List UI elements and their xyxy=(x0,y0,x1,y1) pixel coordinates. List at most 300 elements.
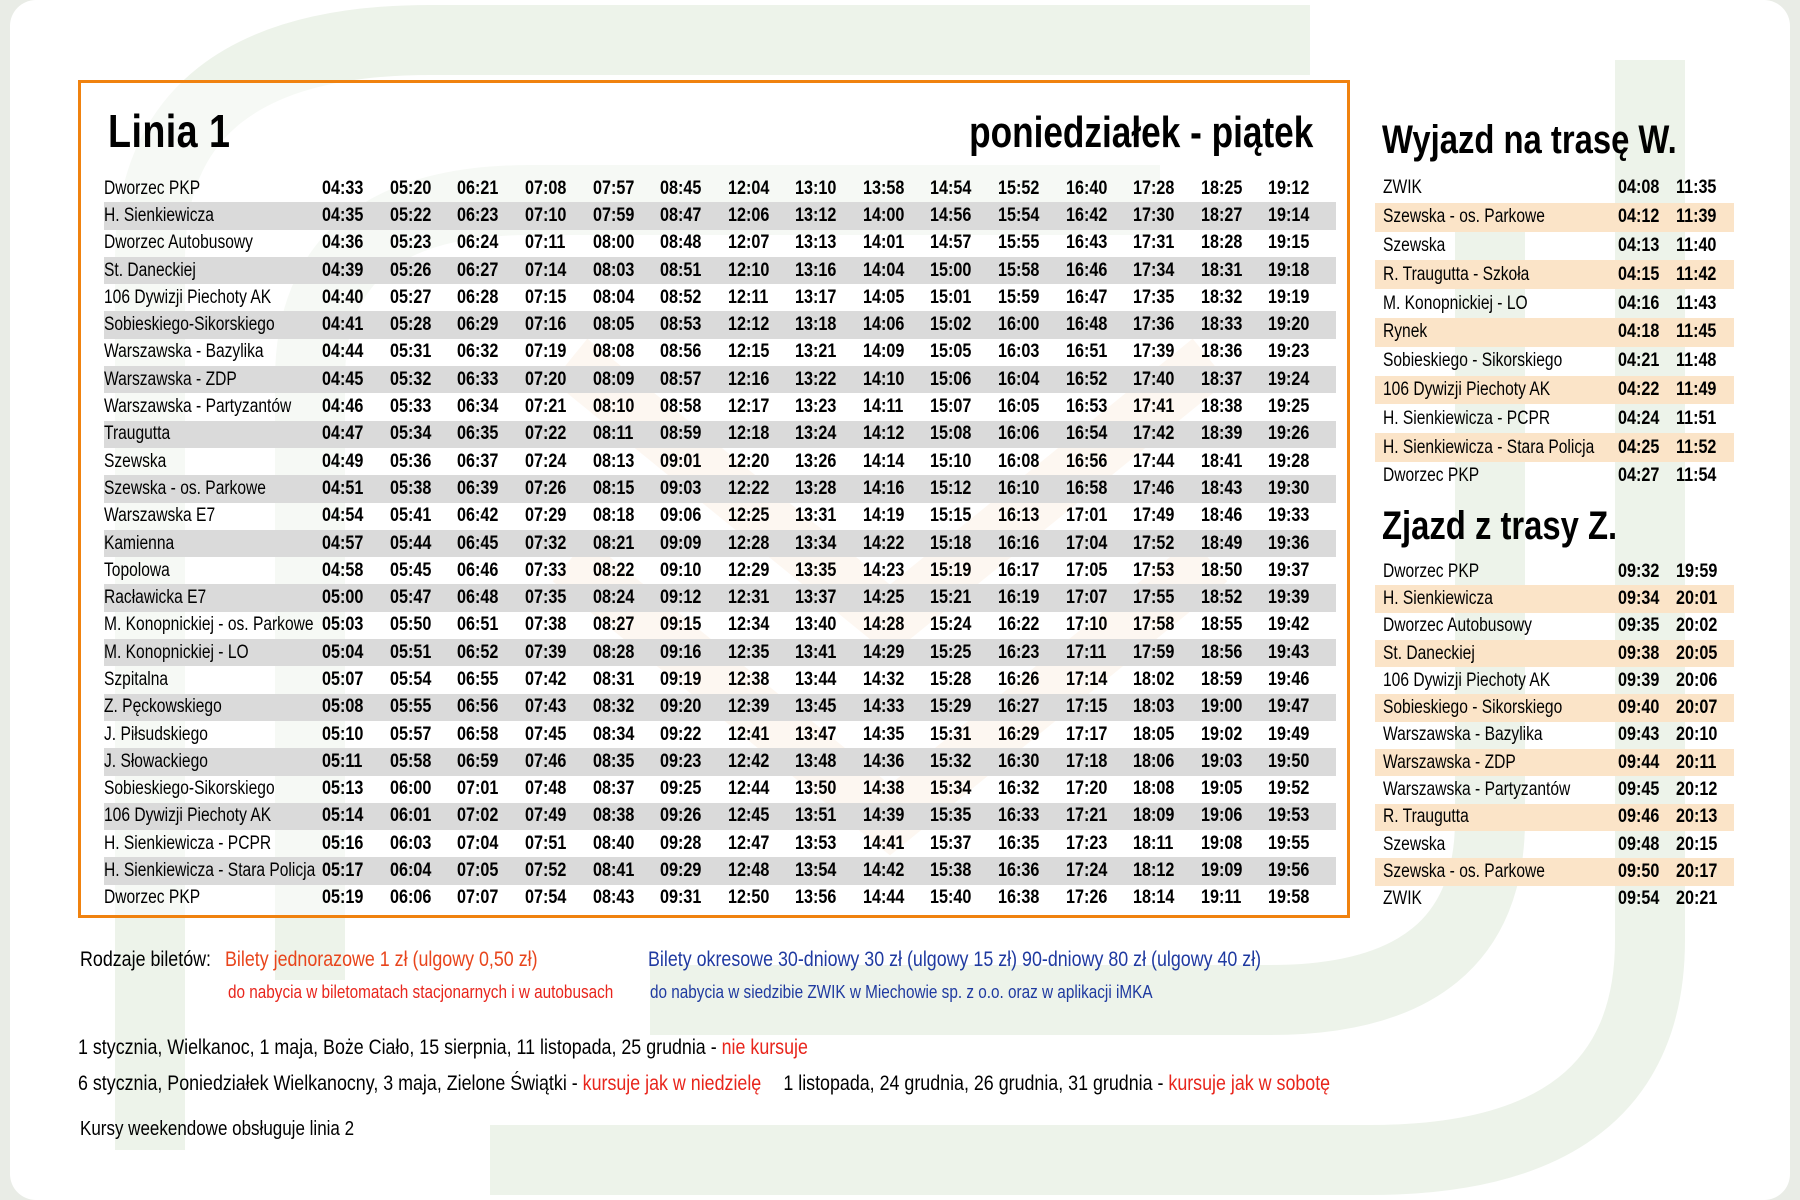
holiday-dates-sunday: 6 stycznia, Poniedziałek Wielkanocny, 3 maja, Zielone Świątki - xyxy=(78,1072,583,1095)
departure-time: 18:52 xyxy=(1201,584,1269,611)
departure-time: 16:42 xyxy=(1066,202,1134,229)
departure-time: 07:54 xyxy=(525,887,567,909)
timetable-row xyxy=(104,694,1336,721)
stop-name: Sobieskiego-Sikorskiego xyxy=(104,311,322,338)
departure-time: 14:35 xyxy=(862,723,905,745)
departure-time: 09:22 xyxy=(660,723,702,745)
departure-time: 04:40 xyxy=(322,286,364,308)
departure-time: 15:25 xyxy=(930,639,998,666)
departure-time: 04:21 xyxy=(1618,350,1660,372)
single-ticket-info: Bilety jednorazowe 1 zł (ulgowy 0,50 zł) xyxy=(225,948,538,971)
departure-time: 08:51 xyxy=(660,257,728,284)
departure-time: 15:18 xyxy=(930,530,998,557)
departure-time: 05:26 xyxy=(390,257,458,284)
departure-time: 19:08 xyxy=(1200,832,1243,854)
stop-name: Dworzec PKP xyxy=(104,887,201,909)
departure-time: 05:58 xyxy=(390,748,458,775)
departure-time: 14:38 xyxy=(862,778,905,800)
departure-time: 13:26 xyxy=(795,450,837,472)
departure-time: 16:29 xyxy=(998,723,1040,745)
departure-time: 18:39 xyxy=(1201,421,1269,448)
stop-name: Warszawska E7 xyxy=(104,505,216,527)
zjazd-row xyxy=(1375,804,1734,831)
departure-time: 09:19 xyxy=(660,668,702,690)
departure-time: 16:05 xyxy=(998,396,1040,418)
departure-time: 07:22 xyxy=(525,421,593,448)
departure-time: 19:05 xyxy=(1200,778,1243,800)
departure-time: 16:27 xyxy=(998,694,1066,721)
departure-time: 19:00 xyxy=(1201,694,1269,721)
departure-time: 06:00 xyxy=(389,778,432,800)
departure-time: 18:06 xyxy=(1133,748,1201,775)
departure-time: 05:34 xyxy=(390,421,458,448)
departure-time: 17:40 xyxy=(1133,366,1201,393)
departure-time: 06:28 xyxy=(457,286,499,308)
departure-time: 05:19 xyxy=(322,887,364,909)
single-ticket-where-wrap xyxy=(228,982,681,1003)
stop-name: H. Sienkiewicza - PCPR xyxy=(1383,407,1551,429)
departure-time: 06:27 xyxy=(457,257,525,284)
tickets-label: Rodzaje biletów: xyxy=(80,948,211,971)
departure-time: 05:22 xyxy=(390,202,458,229)
timetable-row xyxy=(104,230,1336,257)
stop-name: Szewska - os. Parkowe xyxy=(104,475,322,502)
wyjazd-row xyxy=(1375,203,1734,232)
departure-time: 04:12 xyxy=(1618,203,1676,232)
departure-time: 16:17 xyxy=(998,559,1040,581)
departure-time: 16:35 xyxy=(998,832,1040,854)
departure-time: 04:18 xyxy=(1618,318,1676,347)
departure-time: 20:01 xyxy=(1676,585,1734,612)
departure-time: 12:47 xyxy=(727,832,770,854)
departure-time: 08:53 xyxy=(660,311,728,338)
departure-time: 18:46 xyxy=(1200,505,1243,527)
stop-name: Dworzec PKP xyxy=(1383,465,1480,487)
departure-time: 07:16 xyxy=(525,311,593,338)
wyjazd-row xyxy=(1375,289,1734,318)
departure-time: 05:45 xyxy=(389,559,432,581)
departure-time: 19:26 xyxy=(1268,421,1336,448)
departure-time: 11:51 xyxy=(1676,407,1717,429)
departure-time: 07:43 xyxy=(525,694,593,721)
departure-time: 17:34 xyxy=(1133,257,1201,284)
departure-time: 04:33 xyxy=(322,177,364,199)
departure-time: 06:06 xyxy=(389,887,432,909)
departure-time: 17:01 xyxy=(1065,505,1107,527)
departure-time: 11:35 xyxy=(1676,177,1717,199)
departure-time: 16:58 xyxy=(1066,475,1134,502)
stop-name: ZWIK xyxy=(1383,888,1422,910)
departure-time: 12:12 xyxy=(728,311,796,338)
timetable-row xyxy=(104,366,1336,393)
timetable-row xyxy=(104,857,1336,884)
departure-time: 15:29 xyxy=(930,694,998,721)
departure-time: 16:30 xyxy=(998,748,1066,775)
departure-time: 19:33 xyxy=(1268,505,1310,527)
departure-time: 18:27 xyxy=(1201,202,1269,229)
departure-time: 19:47 xyxy=(1268,694,1336,721)
departure-time: 14:25 xyxy=(863,584,931,611)
departure-time: 16:32 xyxy=(998,778,1040,800)
departure-time: 16:10 xyxy=(998,475,1066,502)
departure-time: 14:41 xyxy=(862,832,905,854)
departure-time: 08:00 xyxy=(592,232,634,254)
departure-time: 15:01 xyxy=(930,286,972,308)
departure-time: 08:11 xyxy=(593,421,661,448)
departure-time: 07:46 xyxy=(525,748,593,775)
departure-time: 07:07 xyxy=(457,887,499,909)
departure-time: 09:12 xyxy=(660,584,728,611)
departure-time: 12:28 xyxy=(728,530,796,557)
departure-time: 09:45 xyxy=(1618,779,1660,801)
departure-time: 08:58 xyxy=(660,396,702,418)
holiday-line-2 xyxy=(78,1072,1551,1096)
departure-time: 04:24 xyxy=(1618,407,1660,429)
departure-time: 15:54 xyxy=(998,202,1066,229)
departure-time: 19:03 xyxy=(1201,748,1269,775)
departure-time: 14:29 xyxy=(863,639,931,666)
departure-time: 15:31 xyxy=(930,723,972,745)
stop-name: Dworzec PKP xyxy=(104,177,201,199)
departure-time: 17:18 xyxy=(1066,748,1134,775)
departure-time: 12:06 xyxy=(728,202,796,229)
departure-time: 06:24 xyxy=(457,232,499,254)
stop-name: M. Konopnickiej - LO xyxy=(1383,292,1528,314)
departure-time: 08:38 xyxy=(593,803,661,830)
departure-time: 05:16 xyxy=(322,832,364,854)
departure-time: 17:10 xyxy=(1065,614,1107,636)
departure-time: 05:31 xyxy=(389,341,432,363)
timetable-row xyxy=(104,530,1336,557)
stop-name: Warszawska - Partyzantów xyxy=(1383,779,1571,801)
departure-time: 19:19 xyxy=(1268,286,1310,308)
timetable-row xyxy=(104,584,1336,611)
departure-time: 04:58 xyxy=(322,559,364,581)
departure-time: 05:47 xyxy=(390,584,458,611)
wyjazd-row xyxy=(1375,462,1734,491)
departure-time: 20:06 xyxy=(1676,669,1718,691)
departure-time: 19:37 xyxy=(1268,559,1310,581)
zjazd-row xyxy=(1375,858,1734,885)
timetable-row xyxy=(104,612,1336,639)
departure-time: 04:25 xyxy=(1618,433,1676,462)
departure-time: 07:10 xyxy=(525,202,593,229)
departure-time: 04:41 xyxy=(322,311,390,338)
departure-time: 07:32 xyxy=(525,530,593,557)
departure-time: 17:53 xyxy=(1133,559,1175,581)
departure-time: 18:03 xyxy=(1133,694,1201,721)
departure-time: 06:52 xyxy=(457,639,525,666)
departure-time: 17:05 xyxy=(1065,559,1107,581)
departure-time: 04:27 xyxy=(1618,465,1660,487)
departure-time: 16:51 xyxy=(1065,341,1107,363)
departure-time: 13:37 xyxy=(795,584,863,611)
departure-time: 20:02 xyxy=(1676,615,1718,637)
departure-time: 15:10 xyxy=(930,450,972,472)
departure-time: 20:11 xyxy=(1676,749,1734,776)
departure-time: 14:06 xyxy=(863,311,931,338)
departure-time: 16:06 xyxy=(998,421,1066,448)
departure-time: 12:22 xyxy=(728,475,796,502)
stop-name: H. Sienkiewicza xyxy=(1375,585,1618,612)
zjazd-row xyxy=(1375,613,1734,640)
stop-name: M. Konopnickiej - os. Parkowe xyxy=(104,614,314,636)
departure-time: 18:11 xyxy=(1133,832,1174,854)
departure-time: 17:15 xyxy=(1066,694,1134,721)
departure-time: 06:39 xyxy=(457,475,525,502)
departure-time: 14:11 xyxy=(862,396,904,418)
stop-name: R. Traugutta - Szkoła xyxy=(1375,260,1618,289)
departure-time: 05:20 xyxy=(389,177,432,199)
departure-time: 07:29 xyxy=(525,505,567,527)
departure-time: 19:36 xyxy=(1268,530,1336,557)
timetable-row xyxy=(104,748,1336,775)
weekend-note: Kursy weekendowe obsługuje linia 2 xyxy=(80,1118,355,1140)
departure-time: 05:04 xyxy=(322,639,390,666)
departure-time: 16:38 xyxy=(998,887,1040,909)
departure-time: 13:40 xyxy=(795,614,837,636)
timetable-row xyxy=(104,311,1336,338)
departure-time: 17:24 xyxy=(1066,857,1134,884)
timetable-row xyxy=(104,666,1336,693)
departure-time: 12:35 xyxy=(728,639,796,666)
departure-time: 08:52 xyxy=(660,286,702,308)
departure-time: 06:32 xyxy=(457,341,499,363)
departure-time: 06:45 xyxy=(457,530,525,557)
departure-time: 04:45 xyxy=(322,366,390,393)
departure-time: 15:24 xyxy=(930,614,972,636)
departure-time: 08:34 xyxy=(592,723,634,745)
departure-time: 12:42 xyxy=(728,748,796,775)
departure-time: 08:47 xyxy=(660,202,728,229)
wyjazd-row xyxy=(1375,376,1734,405)
departure-time: 13:58 xyxy=(862,177,905,199)
departure-time: 09:50 xyxy=(1618,858,1676,885)
departure-time: 15:38 xyxy=(930,857,998,884)
departure-time: 07:14 xyxy=(525,257,593,284)
period-ticket-wrap xyxy=(648,948,1369,972)
departure-time: 12:25 xyxy=(727,505,770,527)
departure-time: 18:59 xyxy=(1200,668,1243,690)
departure-time: 14:28 xyxy=(862,614,905,636)
stop-name: Sobieskiego - Sikorskiego xyxy=(1375,694,1618,721)
departure-time: 08:08 xyxy=(592,341,634,363)
departure-time: 17:07 xyxy=(1066,584,1134,611)
departure-time: 18:36 xyxy=(1200,341,1243,363)
departure-time: 15:08 xyxy=(930,421,998,448)
departure-time: 04:57 xyxy=(322,530,390,557)
days-title: poniedziałek - piątek xyxy=(968,108,1313,157)
departure-time: 05:28 xyxy=(390,311,458,338)
departure-time: 14:09 xyxy=(862,341,905,363)
departure-time: 17:26 xyxy=(1065,887,1107,909)
departure-time: 07:24 xyxy=(525,450,567,472)
wyjazd-row xyxy=(1375,404,1734,433)
departure-time: 06:01 xyxy=(390,803,458,830)
departure-time: 19:09 xyxy=(1201,857,1269,884)
departure-time: 18:41 xyxy=(1200,450,1243,472)
departure-time: 05:33 xyxy=(389,396,432,418)
departure-time: 12:44 xyxy=(727,778,770,800)
departure-time: 16:03 xyxy=(998,341,1040,363)
departure-time: 04:49 xyxy=(322,450,364,472)
stop-name: Warszawska - Bazylika xyxy=(104,341,264,363)
departure-time: 15:12 xyxy=(930,475,998,502)
departure-time: 17:42 xyxy=(1133,421,1201,448)
departure-time: 19:25 xyxy=(1268,396,1310,418)
zjazd-row xyxy=(1375,886,1734,913)
departure-time: 18:02 xyxy=(1133,668,1175,690)
stop-name: H. Sienkiewicza - Stara Policja xyxy=(104,857,322,884)
departure-time: 13:54 xyxy=(795,857,863,884)
departure-time: 14:22 xyxy=(863,530,931,557)
departure-time: 15:07 xyxy=(930,396,972,418)
departure-time: 06:58 xyxy=(457,723,499,745)
departure-time: 20:10 xyxy=(1676,724,1718,746)
departure-time: 13:24 xyxy=(795,421,863,448)
timetable-row xyxy=(104,885,1336,912)
departure-time: 18:43 xyxy=(1201,475,1269,502)
departure-time: 14:14 xyxy=(862,450,905,472)
departure-time: 09:31 xyxy=(660,887,702,909)
departure-time: 12:34 xyxy=(727,614,770,636)
departure-time: 07:15 xyxy=(525,286,567,308)
timetable-row xyxy=(104,721,1336,748)
departure-time: 19:28 xyxy=(1268,450,1310,472)
departure-time: 17:17 xyxy=(1065,723,1107,745)
departure-time: 12:17 xyxy=(727,396,770,418)
timetable-row xyxy=(104,557,1336,584)
departure-time: 09:25 xyxy=(660,778,702,800)
departure-time: 14:39 xyxy=(863,803,931,830)
departure-time: 17:23 xyxy=(1065,832,1107,854)
departure-time: 16:54 xyxy=(1066,421,1134,448)
departure-time: 20:15 xyxy=(1676,833,1718,855)
timetable-row xyxy=(104,503,1336,530)
departure-time: 15:37 xyxy=(930,832,972,854)
departure-time: 11:40 xyxy=(1676,234,1717,256)
departure-time: 13:48 xyxy=(795,748,863,775)
departure-time: 15:32 xyxy=(930,748,998,775)
stop-name: H. Sienkiewicza - Stara Policja xyxy=(1375,433,1618,462)
departure-time: 08:21 xyxy=(593,530,661,557)
departure-time: 16:08 xyxy=(998,450,1040,472)
departure-time: 14:32 xyxy=(862,668,905,690)
departure-time: 07:42 xyxy=(525,668,567,690)
departure-time: 04:44 xyxy=(322,341,364,363)
stop-name: Warszawska - Partyzantów xyxy=(104,396,292,418)
departure-time: 13:31 xyxy=(795,505,837,527)
timetable-row xyxy=(104,776,1336,803)
departure-time: 07:59 xyxy=(593,202,661,229)
departure-time: 16:40 xyxy=(1065,177,1107,199)
weekend-note-wrap xyxy=(80,1118,402,1141)
departure-time: 12:10 xyxy=(728,257,796,284)
departure-time: 13:41 xyxy=(795,639,863,666)
departure-time: 15:28 xyxy=(930,668,972,690)
departure-time: 17:11 xyxy=(1066,639,1134,666)
zjazd-row xyxy=(1375,776,1734,803)
departure-time: 13:16 xyxy=(795,257,863,284)
departure-time: 04:36 xyxy=(322,232,364,254)
departure-time: 18:33 xyxy=(1201,311,1269,338)
departure-time: 17:04 xyxy=(1066,530,1134,557)
departure-time: 09:34 xyxy=(1618,585,1676,612)
departure-time: 13:35 xyxy=(795,559,837,581)
departure-time: 09:46 xyxy=(1618,804,1676,831)
sunday-status: kursuje jak w niedzielę xyxy=(582,1072,762,1095)
departure-time: 14:10 xyxy=(863,366,931,393)
departure-time: 08:22 xyxy=(592,559,634,581)
departure-time: 15:55 xyxy=(998,232,1040,254)
departure-time: 14:00 xyxy=(863,202,931,229)
departure-time: 05:07 xyxy=(322,668,364,690)
departure-time: 05:38 xyxy=(390,475,458,502)
departure-time: 06:48 xyxy=(457,584,525,611)
departure-time: 13:56 xyxy=(795,887,837,909)
departure-time: 08:48 xyxy=(660,232,702,254)
departure-time: 19:39 xyxy=(1268,584,1336,611)
departure-time: 19:20 xyxy=(1268,311,1336,338)
departure-time: 19:52 xyxy=(1268,778,1310,800)
departure-time: 18:32 xyxy=(1200,286,1243,308)
departure-time: 09:20 xyxy=(660,694,728,721)
departure-time: 18:28 xyxy=(1200,232,1243,254)
departure-time: 17:21 xyxy=(1066,803,1134,830)
departure-time: 17:14 xyxy=(1065,668,1107,690)
departure-time: 13:44 xyxy=(795,668,837,690)
departure-time: 16:33 xyxy=(998,803,1066,830)
departure-time: 07:48 xyxy=(525,778,567,800)
stop-name: St. Daneckiej xyxy=(1375,640,1618,667)
stop-name: Rynek xyxy=(1375,318,1618,347)
departure-time: 14:44 xyxy=(862,887,905,909)
timetable-row xyxy=(104,475,1336,502)
departure-time: 13:22 xyxy=(795,366,863,393)
departure-time: 12:11 xyxy=(727,286,769,308)
departure-time: 06:42 xyxy=(457,505,499,527)
departure-time: 19:59 xyxy=(1676,560,1718,582)
departure-time: 16:53 xyxy=(1065,396,1107,418)
departure-time: 19:30 xyxy=(1268,475,1336,502)
departure-time: 04:15 xyxy=(1618,260,1676,289)
wyjazd-table xyxy=(1375,174,1734,491)
departure-time: 15:52 xyxy=(998,177,1040,199)
zjazd-row xyxy=(1375,558,1734,585)
zjazd-row xyxy=(1375,831,1734,858)
departure-time: 04:22 xyxy=(1618,376,1676,405)
departure-time: 13:34 xyxy=(795,530,863,557)
departure-time: 18:37 xyxy=(1201,366,1269,393)
departure-time: 08:41 xyxy=(593,857,661,884)
departure-time: 12:39 xyxy=(728,694,796,721)
stop-name: M. Konopnickiej - LO xyxy=(104,639,322,666)
departure-time: 11:52 xyxy=(1676,433,1734,462)
zjazd-row xyxy=(1375,585,1734,612)
stop-name: R. Traugutta xyxy=(1375,804,1618,831)
departure-time: 17:44 xyxy=(1133,450,1175,472)
wyjazd-row xyxy=(1375,232,1734,261)
departure-time: 05:36 xyxy=(389,450,432,472)
departure-time: 14:23 xyxy=(862,559,905,581)
departure-time: 07:21 xyxy=(525,396,567,418)
departure-time: 18:05 xyxy=(1133,723,1175,745)
stop-name: 106 Dywizji Piechoty AK xyxy=(1375,376,1618,405)
departure-time: 14:54 xyxy=(930,177,972,199)
departure-time: 05:23 xyxy=(389,232,432,254)
departure-time: 05:00 xyxy=(322,584,390,611)
departure-time: 05:32 xyxy=(390,366,458,393)
